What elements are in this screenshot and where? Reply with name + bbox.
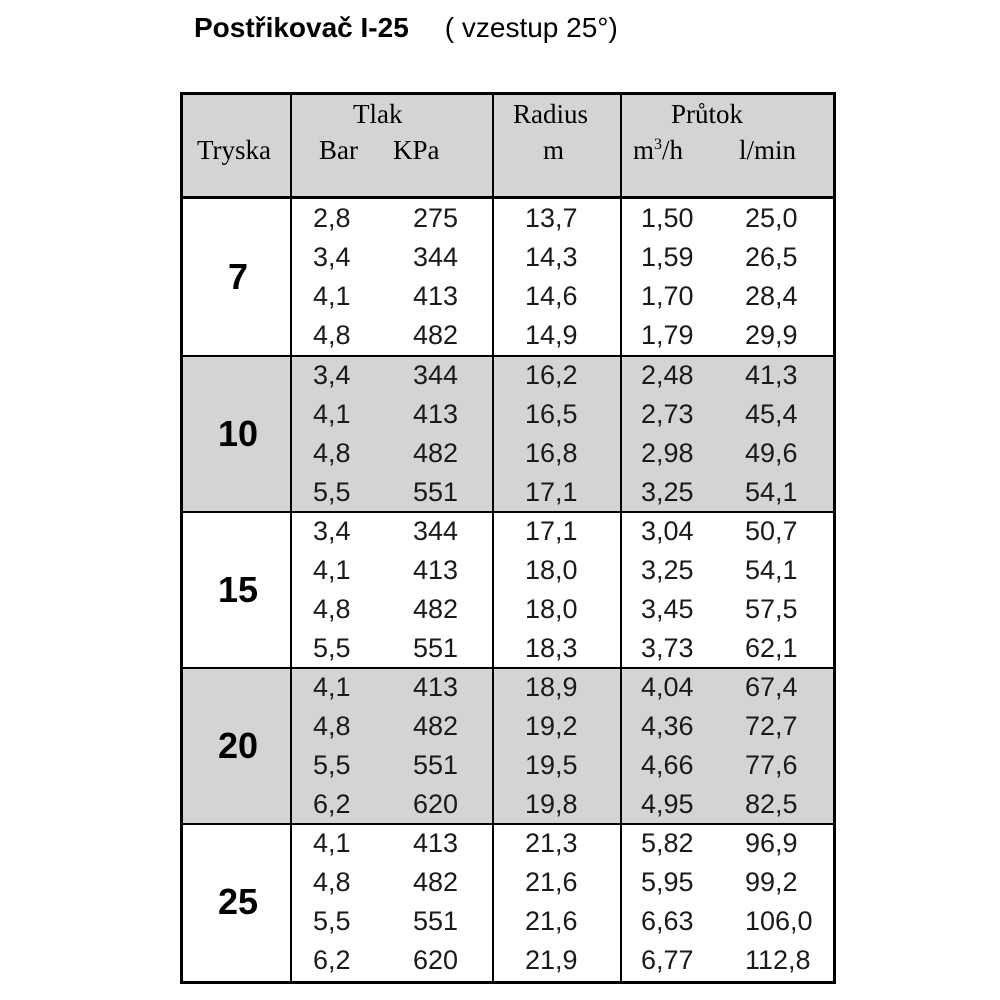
radius-value: 19,2 bbox=[525, 711, 578, 741]
table-row bbox=[183, 785, 833, 824]
nozzle-size: 25 bbox=[217, 881, 259, 922]
flow-m3h: 4,95 bbox=[641, 789, 694, 819]
page-title bbox=[194, 12, 618, 44]
pressure-kpa: 482 bbox=[413, 867, 459, 897]
pressure-kpa: 551 bbox=[413, 906, 459, 936]
radius-value: 14,9 bbox=[525, 320, 578, 350]
table-row bbox=[183, 199, 833, 238]
table-row bbox=[183, 824, 833, 863]
flow-m3h: 1,79 bbox=[641, 320, 694, 350]
header-tryska: Tryska bbox=[197, 135, 272, 165]
flow-m3h: 3,04 bbox=[641, 516, 694, 546]
radius-value: 19,8 bbox=[525, 789, 578, 819]
pressure-bar: 6,2 bbox=[313, 789, 351, 819]
pressure-kpa: 551 bbox=[413, 477, 459, 507]
flow-m3h: 1,70 bbox=[641, 281, 694, 311]
nozzle-group bbox=[183, 355, 833, 511]
table-row bbox=[183, 590, 833, 629]
pressure-kpa: 482 bbox=[413, 320, 459, 350]
flow-lmin: 72,7 bbox=[745, 711, 798, 741]
radius-value: 21,6 bbox=[525, 867, 578, 897]
header-radius: Radius bbox=[513, 99, 589, 129]
radius-value: 21,9 bbox=[525, 945, 578, 975]
flow-lmin: 96,9 bbox=[745, 828, 798, 858]
pressure-kpa: 620 bbox=[413, 945, 459, 975]
pressure-bar: 4,1 bbox=[313, 281, 351, 311]
header-lmin: l/min bbox=[739, 135, 797, 165]
header-radius-unit: m bbox=[543, 135, 565, 165]
pressure-kpa: 620 bbox=[413, 789, 459, 819]
flow-m3h: 3,73 bbox=[641, 633, 694, 663]
pressure-kpa: 413 bbox=[413, 672, 459, 702]
flow-lmin: 28,4 bbox=[745, 281, 798, 311]
pressure-bar: 3,4 bbox=[313, 516, 351, 546]
table-row bbox=[183, 551, 833, 590]
flow-lmin: 29,9 bbox=[745, 320, 798, 350]
pressure-kpa: 482 bbox=[413, 594, 459, 624]
flow-lmin: 41,3 bbox=[745, 360, 798, 390]
flow-lmin: 57,5 bbox=[745, 594, 798, 624]
flow-m3h: 6,77 bbox=[641, 945, 694, 975]
flow-m3h: 4,66 bbox=[641, 750, 694, 780]
pressure-bar: 4,1 bbox=[313, 828, 351, 858]
pressure-kpa: 413 bbox=[413, 281, 459, 311]
radius-value: 21,6 bbox=[525, 906, 578, 936]
flow-lmin: 62,1 bbox=[745, 633, 798, 663]
table-row bbox=[183, 746, 833, 785]
pressure-kpa: 413 bbox=[413, 828, 459, 858]
table-row bbox=[183, 668, 833, 707]
radius-value: 21,3 bbox=[525, 828, 578, 858]
table-row bbox=[183, 902, 833, 941]
pressure-bar: 5,5 bbox=[313, 906, 351, 936]
header-m3h: $m^3/h$ bbox=[633, 135, 684, 165]
radius-value: 14,6 bbox=[525, 281, 578, 311]
pressure-bar: 4,8 bbox=[313, 320, 351, 350]
radius-value: 16,8 bbox=[525, 438, 578, 468]
pressure-bar: 4,8 bbox=[313, 867, 351, 897]
radius-value: 17,1 bbox=[525, 477, 578, 507]
pressure-kpa: 551 bbox=[413, 633, 459, 663]
pressure-bar: 4,8 bbox=[313, 711, 351, 741]
flow-lmin: 67,4 bbox=[745, 672, 798, 702]
radius-value: 16,2 bbox=[525, 360, 578, 390]
pressure-kpa: 344 bbox=[413, 360, 459, 390]
flow-m3h: 3,25 bbox=[641, 555, 694, 585]
sprinkler-table bbox=[180, 92, 836, 984]
header-tlak: Tlak bbox=[353, 99, 403, 129]
radius-value: 16,5 bbox=[525, 399, 578, 429]
table-row bbox=[183, 356, 833, 395]
flow-m3h: 5,95 bbox=[641, 867, 694, 897]
radius-value: 18,9 bbox=[525, 672, 578, 702]
table-header bbox=[183, 95, 833, 199]
pressure-bar: 4,8 bbox=[313, 594, 351, 624]
flow-lmin: 77,6 bbox=[745, 750, 798, 780]
flow-lmin: 82,5 bbox=[745, 789, 798, 819]
radius-value: 18,3 bbox=[525, 633, 578, 663]
flow-m3h: 4,04 bbox=[641, 672, 694, 702]
pressure-bar: 4,1 bbox=[313, 672, 351, 702]
pressure-kpa: 482 bbox=[413, 711, 459, 741]
nozzle-group bbox=[183, 199, 833, 355]
flow-lmin: 26,5 bbox=[745, 242, 798, 272]
pressure-bar: 3,4 bbox=[313, 242, 351, 272]
table-row bbox=[183, 238, 833, 277]
pressure-bar: 5,5 bbox=[313, 633, 351, 663]
pressure-kpa: 413 bbox=[413, 555, 459, 585]
flow-m3h: 5,82 bbox=[641, 828, 694, 858]
flow-m3h: 2,48 bbox=[641, 360, 694, 390]
divider-tlak bbox=[492, 95, 494, 981]
pressure-bar: 4,1 bbox=[313, 399, 351, 429]
radius-value: 18,0 bbox=[525, 555, 578, 585]
header-bar: Bar bbox=[319, 135, 358, 165]
table-row bbox=[183, 941, 833, 980]
flow-lmin: 50,7 bbox=[745, 516, 798, 546]
table-row bbox=[183, 434, 833, 473]
flow-lmin: 99,2 bbox=[745, 867, 798, 897]
title-subtitle: ( vzestup 25°) bbox=[444, 12, 618, 43]
table-row bbox=[183, 512, 833, 551]
flow-lmin: 112,8 bbox=[745, 945, 811, 975]
nozzle-group bbox=[183, 667, 833, 823]
table-row bbox=[183, 629, 833, 668]
flow-lmin: 49,6 bbox=[745, 438, 798, 468]
flow-lmin: 25,0 bbox=[745, 203, 798, 233]
divider-radius bbox=[620, 95, 622, 981]
table-row bbox=[183, 316, 833, 355]
pressure-bar: 4,1 bbox=[313, 555, 351, 585]
pressure-kpa: 413 bbox=[413, 399, 459, 429]
nozzle-size: 7 bbox=[227, 256, 249, 297]
radius-value: 13,7 bbox=[525, 203, 578, 233]
flow-m3h: 2,98 bbox=[641, 438, 694, 468]
pressure-kpa: 275 bbox=[413, 203, 459, 233]
header-kpa: KPa bbox=[393, 135, 440, 165]
flow-m3h: 1,59 bbox=[641, 242, 694, 272]
table-row bbox=[183, 863, 833, 902]
flow-lmin: 54,1 bbox=[745, 477, 798, 507]
flow-m3h: 6,63 bbox=[641, 906, 694, 936]
flow-m3h: 1,50 bbox=[641, 203, 694, 233]
pressure-kpa: 551 bbox=[413, 750, 459, 780]
flow-lmin: 45,4 bbox=[745, 399, 798, 429]
flow-m3h: 2,73 bbox=[641, 399, 694, 429]
nozzle-group bbox=[183, 823, 833, 979]
pressure-kpa: 482 bbox=[413, 438, 459, 468]
radius-value: 14,3 bbox=[525, 242, 578, 272]
radius-value: 19,5 bbox=[525, 750, 578, 780]
radius-value: 17,1 bbox=[525, 516, 578, 546]
pressure-kpa: 344 bbox=[413, 242, 459, 272]
table-row bbox=[183, 473, 833, 512]
pressure-kpa: 344 bbox=[413, 516, 459, 546]
pressure-bar: 2,8 bbox=[313, 203, 351, 233]
flow-m3h: 3,25 bbox=[641, 477, 694, 507]
divider-tryska bbox=[290, 95, 292, 981]
flow-lmin: 106,0 bbox=[745, 906, 813, 936]
table-row bbox=[183, 277, 833, 316]
flow-lmin: 54,1 bbox=[745, 555, 798, 585]
nozzle-size: 15 bbox=[217, 569, 259, 610]
pressure-bar: 4,8 bbox=[313, 438, 351, 468]
pressure-bar: 6,2 bbox=[313, 945, 351, 975]
nozzle-size: 20 bbox=[217, 725, 259, 766]
table-row bbox=[183, 707, 833, 746]
nozzle-group bbox=[183, 511, 833, 667]
pressure-bar: 5,5 bbox=[313, 477, 351, 507]
header-prutok: Průtok bbox=[671, 99, 744, 129]
table-row bbox=[183, 395, 833, 434]
pressure-bar: 5,5 bbox=[313, 750, 351, 780]
radius-value: 18,0 bbox=[525, 594, 578, 624]
title-main: Postřikovač I-25 bbox=[194, 12, 409, 43]
flow-m3h: 4,36 bbox=[641, 711, 694, 741]
flow-m3h: 3,45 bbox=[641, 594, 694, 624]
nozzle-size: 10 bbox=[217, 413, 259, 454]
pressure-bar: 3,4 bbox=[313, 360, 351, 390]
